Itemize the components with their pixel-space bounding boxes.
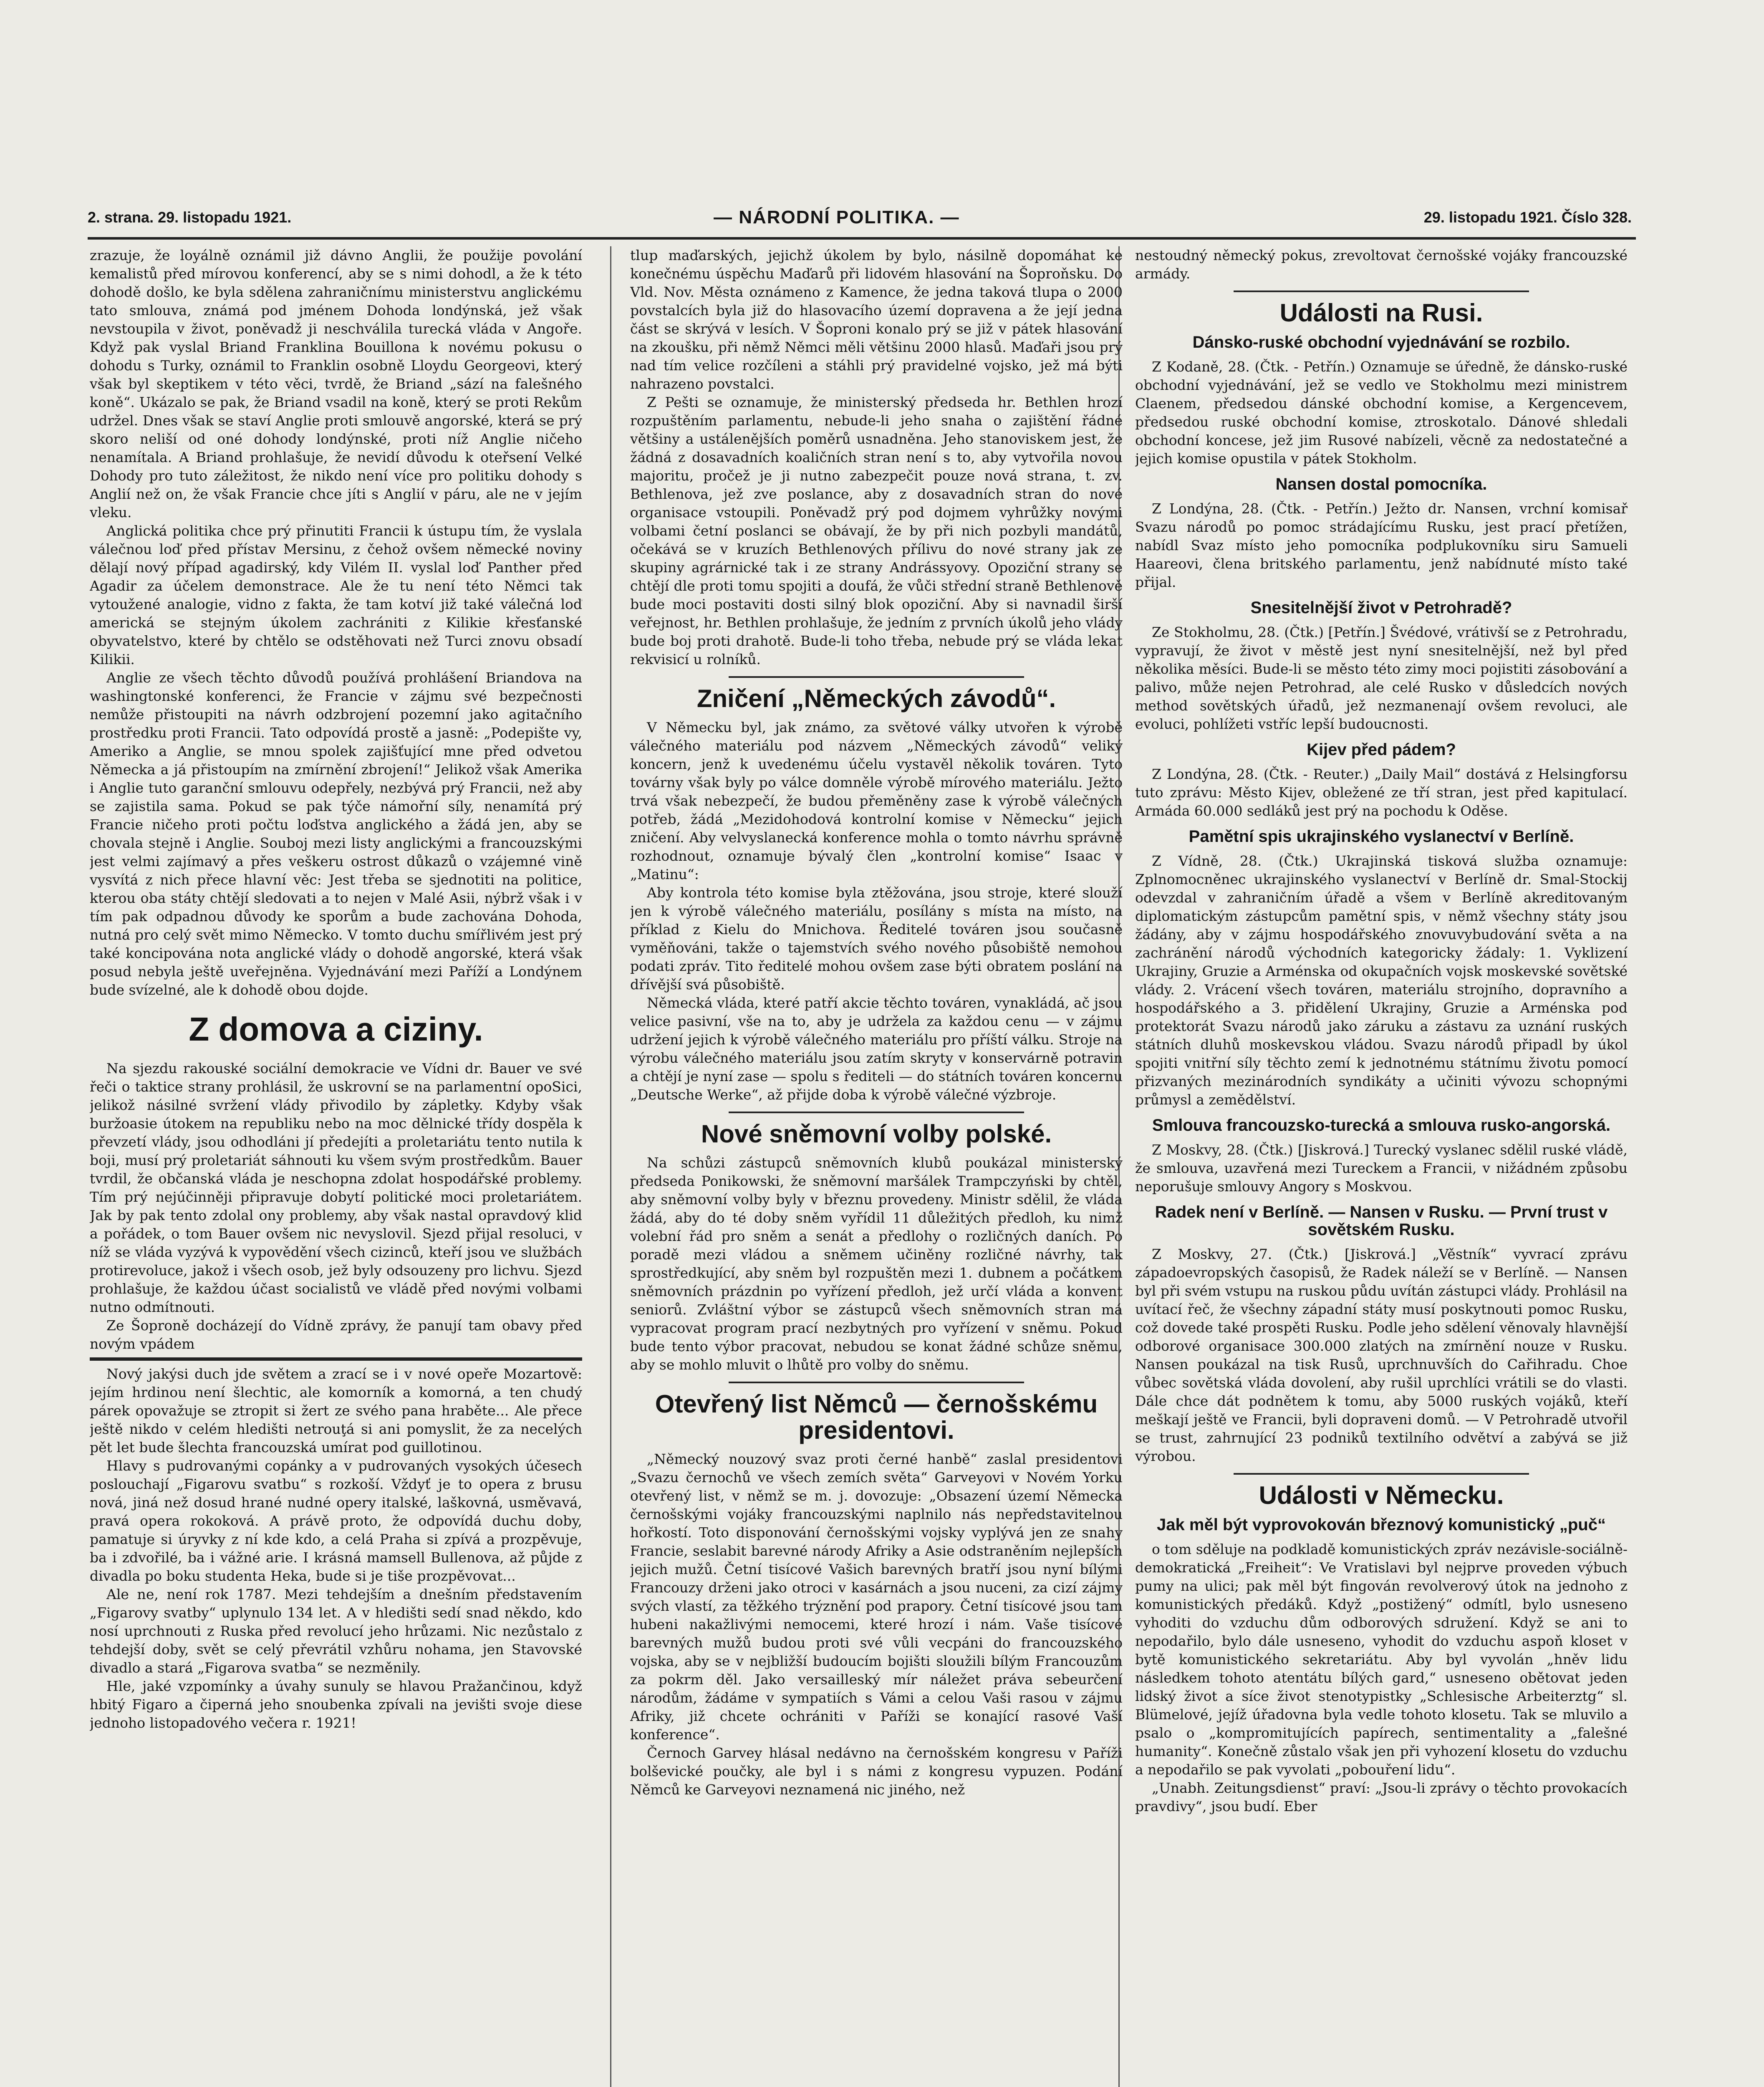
- article-text: „Unabh. Zeitungsdienst“ praví: „Jsou-li zprávy o těchto provokacích pravdivy“, jsou budí. Eber: [1135, 1780, 1628, 1814]
- feuilleton-text: Nový jakýsi duch jde světem a zrací se i v nové opeře Mozartově: jejím hrdinou není šlechtic, ale komorník a komorná, a ten chudý párek opovažuje se ztropit si žert ze svého pana hraběte... Ale přece ještě nikdo v celém hledišti netrouţá si ani pomyslit, že za necelých pět let bude šlechta francouzská umírat pod guillotinou.: [90, 1366, 582, 1455]
- article-text: V Německu byl, jak známo, za světové války utvořen k výrobě válečného materiálu pod názvem „Německých závodů“ veliký koncern, jenž k uvedenému účelu vystavěl několik továren. Tyto továrny však byly po válce domněle výrobě mírového materiálu. Ježto trvá však nebezpečí, že budou přeměněny zase k výrobě válečných potřeb, žádá „Mezidohodová kontrolní komise v Německu“ jejich zničení. Aby velvyslanecká konference mohla o tomto návrhu správně rozhodnout, oznamuje bývalý člen „kontrolní komise“ Isaac v „Matinu“:: [630, 719, 1123, 882]
- article-heading: Snesitelnější život v Petrohradě?: [1250, 599, 1512, 617]
- masthead: — NÁRODNÍ POLITIKA. —: [714, 207, 960, 227]
- article-text: Ze Šoproně docházejí do Vídně zprávy, že panují tam obavy před novým vpádem: [90, 1317, 582, 1352]
- article-heading: Smlouva francouzsko-turecká a smlouva rusko-angorská.: [1152, 1116, 1611, 1134]
- section-heading: Události v Německu.: [1259, 1481, 1504, 1509]
- article-text: Z Moskvy, 28. (Čtk.) [Jiskrová.] Turecký vyslanec sdělil ruské vládě, že smlouva, uzavřená mezi Tureckem a Francii, v nižádném způsobu neporušuje smlouvy Angory s Moskvou.: [1135, 1142, 1628, 1195]
- article-text: Ze Stokholmu, 28. (Čtk.) [Petřín.] Švédové, vrátivší se z Petrohradu, vypravují, že život v městě jest nyní snesitelnější, než byl před několika měsíci. Bude-li se město této zimy moci pojistiti zásobování a palivo, může nejen Petrohrad, ale celé Rusko v důsledcích nových method sovětských úřadů, jež nezmanenají ovšem revoluci, ale evoluci, pohlížeti vstříc lepší budoucnosti.: [1135, 624, 1628, 732]
- divider: [729, 1382, 1024, 1383]
- article-text: Na sjezdu rakouské sociální demokracie ve Vídni dr. Bauer ve své řeči o taktice strany prohlásil, že uskrovní se na parlamentní opoSici, jelikož násilné svržení vlády přivodilo by zápletky. Kdyby však buržoasie útokem na republiku nebo na moc dělnické třídy dospěla k převzetí vlády, jsou odhodláni jí předejíti a proletariátu tento nutila k boji, musí prý proletariát sáhnouti ku všem svým prostředkům. Bauer tvrdil, že občanská vláda je neschopna zdolat hospodářské problemy. Tím prý nejúčinněji připravuje dobytí politické moci proletariátem. Jak by pak tento zdolal ony problemy, aby však nastal opravdový klid a pořádek, o tom Bauer ovšem nic nevyslovil. Sjezd přijal resoluci, v níž se vláda vyzývá k vypovědění všech cizinců, kteří jsou ve službách protirevoluce, jakož i všech osob, jež byly odsouzeny pro lichvu. Sjezd prohlašuje, že každou účast socialistů ve vládě před novými volbami nutno odmítnouti.: [90, 1060, 582, 1315]
- article-text: Z Kodaně, 28. (Čtk. - Petřín.) Oznamuje se úředně, že dánsko-ruské obchodní vyjednávání, jež se vedlo ve Stokholmu mezi ministrem Claenem, předsedou dánské obchodní komise, a Kergencevem, předsedou ruské obchodní komise, ztroskotalo. Dánové shledali obchodní koncese, jež jim Rusové nabízeli, věcně za nedostatečné a jejich komise opustila v pátek Stokholm.: [1135, 359, 1628, 467]
- article-text: „Německý nouzový svaz proti černé hanbě“ zaslal presidentovi „Svazu černochů ve všech zemích světa“ Garveyovi v Novém Yorku otevřený list, v němž se m. j. dovozuje: „Obsazení území Německa černošskými vojáky francouzskými naplnilo nás nepředstavitelnou hořkostí. Toto disponování černošskými vojsky vyplývá jen ze snahy Francie, seslabit barevné národy Afriky a Asie odstraněním nejlepších jejich mužů. Četní tisícové Vašich barevných bratří jsou nyní bílými Francouzy drženi jako otroci v kasárnách a jsou nuceni, za cizí zájmy svých vlastí, za těžkého trýznění pod prapory. Četní tisícové jsou tam hubeni nakažlivými nemocemi, které hrozí i nám. Vaše tisícové barevných mužů budou proti své vůli vecpáni do francouzského vojska, aby se v nejbližší budoucím bojišti sloužili bílým Francouzům za pokrm děl. Jako versailleský mír náležet práva sebeurčení národům, žádáme v sympatiích s Vámi a celou Vaši rasou v zájmu Afriky, již chcete ochrániti v Paříži se konající rasové Vaší konference“.: [630, 1451, 1123, 1743]
- article-text: zrazuje, že loyálně oznámil již dávno Anglii, že použije povolání kemalistů před mírovou konferencí, aby se s nimi dohodl, a že k této dohodě došlo, ke byla sdělena zahraničnímu ministerstvu anglickému tato smlouva, známá pod jménem Dohoda londýnská, jež však nevstoupila v život, poněvadž ji neschválila turecká vláda v Angoře. Když pak vyslal Briand Franklina Bouillona k novému pokusu o dohodu s Turky, oznámil to Franklin osobně Lloydu Georgeovi, který však byl skeptikem v této věci, tvrdě, že Briand „sází na falešného koně“. Ukázalo se pak, že Briand vsadil na koně, který se proti Rekům udržel. Dnes však se staví Anglie proti smlouvě angorské, která se prý skoro neliší od oné dohody londýnské, proti níž Anglie ničeho nenamítala. A Briand prohlašuje, že nevidí důvodu k oteřsení Velké Dohody pro tuto záležitost, že nikdo není více pro politiku dohody s Anglií než on, že však Francie chce jíti s Anglií v páru, ale ne v jejím vleku.: [90, 247, 582, 520]
- article-text: Na schůzi zástupců sněmovních klubů poukázal ministerský předseda Ponikowski, že sněmovní maršálek Trampczyński by chtěl, aby sněmovní volby byly v březnu provedeny. Ministr sdělil, že vláda žádá, aby do té doby sněm vyřídil 11 důležitých předloh, ku nimž volební řád pro sněm a senát a předlohy o rozličných daních. Po poradě mezi vládou a sněmem učiněny rozličné návrhy, tak sprostředkující, aby sněm byl rozpuštěn mezi 1. dubnem a počátkem sněmovních prázdnin po vyřízení předloh, jež určí vláda a konvent seniorů. Zvláštní výbor se zástupců všech sněmovních stran má vypracovat program prací nezbytných pro vyřízení v sněmu. Pokud bude tento výbor pracovat, nebudou se konat žádné schůze sněmu, aby se mohlo mluvit o lhůtě pro volby do sněmu.: [630, 1155, 1123, 1373]
- feuilleton-text: Ale ne, není rok 1787. Mezi tehdejším a dnešním představením „Figarovy svatby“ uplynulo 134 let. A v hledišti sedí snad někdo, kdo nosí uprchnouti z Ruska před revolucí jeho hrůzami. Nic nezůstalo z tehdejší doby, svět se celý převrátil vzhůru nohama, jen Stavovské divadlo a stará „Figarova svatba“ se nezměnily.: [90, 1586, 582, 1676]
- column-divider-1: [610, 246, 611, 2087]
- column-1: [90, 246, 582, 2087]
- article-heading: Zničení „Německých závodů“.: [697, 685, 1056, 713]
- page-header: [88, 205, 1632, 234]
- divider: [1234, 291, 1529, 292]
- article-text: Černoch Garvey hlásal nedávno na černošském kongresu v Paříži bolševické poučky, ale byl i s námi z kongresu vypuzen. Podání Němců ke Garveyovi neznamená nic jiného, než: [630, 1745, 1123, 1798]
- article-text: Aby kontrola této komise byla ztěžována, jsou stroje, které slouží jen k výrobě válečného materiálu, posílány s místa na místo, na příklad z Kielu do Mnichova. Ředitelé továren jsou současně vyměňováni, takže o tajemstvích svého nového působiště nemohou podati zpráv. Tito ředitelé mohou ovšem zase býti obratem poslání na dřívější svá působiště.: [630, 884, 1123, 993]
- article-text: Německá vláda, které patří akcie těchto továren, vynakládá, ač jsou velice pasivní, vše na to, aby je udržela za každou cenu — v zájmu udržení jejich k výrobě válečného materiálu pro příští válku. Stroje na výrobu válečného materiálu jsou zatím skryty v konservárně potravin a chtějí je nyní zase — spolu s řediteli — do státních továren koncernu „Deutsche Werke“, až přijde doba k výrobě válečné výzbroje.: [630, 995, 1123, 1103]
- section-heading: Události na Rusi.: [1279, 299, 1483, 327]
- article-heading: Jak měl být vyprovokován březnový komunistický „puč“: [1157, 1516, 1606, 1534]
- header-rule: [88, 237, 1636, 240]
- divider: [729, 1112, 1024, 1113]
- header-date-left: 2. strana. 29. listopadu 1921.: [88, 209, 292, 226]
- divider: [1234, 1473, 1529, 1475]
- article-text: Anglie ze všech těchto důvodů používá prohlášení Briandova na washingtonské konferenci, že Francie v zájmu své bezpečnosti nemůže přistoupiti na návrh odzbrojení pozemní jako agitačního prostředku proti Francii. Tato odpovídá prostě a jasně: „Podepište vy, Ameriko a Anglie, se mnou spolek zajišťující mne před odvetou Německa a já přistoupím na zmírnění zbrojení!“ Jelikož však Amerika i Anglie tuto garanční smlouvu odepřely, nezbývá prý Francii, než aby se zajistila sama. Pokud se pak týče námořní síly, nenamítá prý Francie ničeho proti počtu loďstva anglického a žádá jen, aby se chovala stejně i Anglie. Souboj mezi listy anglickými a francouzskými jest velmi zajímavý a přes veškeru ostrost důkazů o vzájemné vině vysvítá z nich přece hlavní věc: Jest třeba se sjednotiti na politice, kterou oba státy chtějí sledovati a to nejen v Malé Asii, nýbrž však i v tím pak odpadnou důvody ke sporům a bude zachována Dohoda, nutná pro celý svět mimo Německo. V tomto duchu smířlivém jest prý také koncipována nota anglické vlády o dohodě angorské, která však posud nebyla ještě uveřejněna. Vyjednávání mezi Paříží a Londýnem bude svízelné, ale k dohodě obou dojde.: [90, 670, 582, 998]
- article-heading: Kijev před pádem?: [1307, 740, 1456, 759]
- column-2: [630, 246, 1123, 2087]
- article-text: nestoudný německý pokus, zrevoltovat černošské vojáky francouzské armády.: [1135, 247, 1628, 282]
- feuilleton-text: Hlavy s pudrovanými copánky a v pudrovaných vysokých účesech poslouchají „Figarovu svatbu“ s rozkoší. Vždyť je to opera z brusu nová, jiná než dosud hrané nudné opery italské, laškovná, usměvavá, pravá opera rokoková. A právě proto, že odpovídá duchu doby, pamatuje si úryvky z ní kde kdo, a celá Praha si zpívá a prozpěvuje, ba i zdvořilé, ba i vážné arie. I krásná mamsell Bullenova, až půjde z divadla po boku studenta Heka, bude si je tiše prozpěvovat...: [90, 1458, 582, 1584]
- article-heading: Dánsko-ruské obchodní vyjednávání se rozbilo.: [1192, 333, 1570, 351]
- column-3: [1135, 246, 1628, 2087]
- feuilleton-text: Hle, jaké vzpomínky a úvahy sunuly se hlavou Pražančinou, když hbitý Figaro a čiperná jeho snoubenka zpívali na jevišti svoje diese jednoho listopadového večera r. 1921!: [90, 1678, 582, 1731]
- article-text: Z Vídně, 28. (Čtk.) Ukrajinská tisková služba oznamuje: Zplnomocněnec ukrajinského vyslanectví v Berlíně dr. Smal-Stockij odevzdal v zahraničním úřadě a všem v Berlíně akreditovaným diplomatickým zástupcům pamětní spis, v němž všechny státy jsou žádány, aby v zájmu hospodářského znovuvybudování světa a na zachránění národů východních kategoricky žádaly: 1. Vyklizení Ukrajiny, Gruzie a Arménska od okupačních vojsk moskevské sovětské vlády. 2. Vrácení všech továren, materiálu strojního, dopravního a hospodářského a 3. přidělení Ukrajiny, Gruzie a Arménska pod protektorát Svazu národů jako záruku a zástavu za uznání ruských státních dluhů moskevskou vládou. Svazu národů připadl by úkol spojiti vnitřní síly těchto zemí k jednotnému státnímu životu pomocí přizvaných mezinárodních syndikáty a učiniti vývozu schopnými průmysl a zemědělství.: [1135, 853, 1628, 1108]
- article-text: o tom sděluje na podkladě komunistických zpráv nezávisle-sociálně-demokratická „Freiheit“: Ve Vratislavi byl nejprve proveden výbuch pumy na ulici; pak měl být fingován revolverový útok na jednoho z komunistických předáků. Když „postižený“ odmítl, bylo usneseno vyhoditi do vzduchu dům odborových sdružení. Když se ani to nepodařilo, bylo dále usneseno, vyhodit do vzduchu aspoň kloset v bytě komunistického sekretariátu. Aby byl vyvolán „hněv lidu následkem tohoto atentátu bílých gard,“ usneseno obětovat jeden lidský život a síce život stenotypistky „Schlesische Arbeiterztg“ sl. Blümelové, jejíž úřadovna byla vedle tohoto klosetu. Tak se mluvilo a psalo o „kompromitujících papírech, sentimentality a „falešné humanity“. Konečně zůstalo však jen při vyhození klosetu do vzduchu a nepodařilo se pak vyvolati „pobouření lidu“.: [1135, 1541, 1628, 1778]
- article-text: Z Londýna, 28. (Čtk. - Petřín.) Ježto dr. Nansen, vrchní komisař Svazu národů po pomoc strádajícímu Rusku, jest prací přetížen, nabídl Svaz místo jeho pomocníka podplukovníku siru Samueli Haareovi, člena britského parlamentu, jenž nabídnuté místo také přijal.: [1135, 500, 1628, 590]
- article-heading: Radek není v Berlíně. — Nansen v Rusku. — První trust v sovětském Rusku.: [1155, 1203, 1608, 1239]
- feuilleton-rule: [90, 1357, 582, 1361]
- article-text: Z Moskvy, 27. (Čtk.) [Jiskrová.] „Věstník“ vyvrací zprávu západoevropských časopisů, že Radek náleží se v Berlíně. — Nansen byl při svém vstupu na ruskou půdu uvítán zástupci vlády. Prohlásil na uvítací řeč, že všechny západní státy musí poskytnouti pomoc Rusku, což dovede také prospěti Rusku. Podle jeho sdělení věnovaly hlavnější odborové organisace 300.000 zlatých na zmírnění nouze v Rusku. Nansen poukázal na tisk Rusů, uprchnuvších do Cařihradu. Choe vůbec sovětská vláda dovolení, aby rušil uprchlíci vrátili se do vlasti. Dále chce dát podnětem k tomu, aby 5000 ruských vojáků, kteří meškají ještě ve Francii, byli dopraveni domů. — V Petrohradě utvořil se trust, zahrnující 23 podniků textilního odvětví a zabývá se již výrobou.: [1135, 1246, 1628, 1464]
- article-heading: Nové sněmovní volby polské.: [701, 1120, 1052, 1148]
- article-text: Z Londýna, 28. (Čtk. - Reuter.) „Daily Mail“ dostává z Helsingforsu tuto zprávu: Město Kijev, obležené ze tří stran, jest před kapitulací. Armáda 60.000 sedláků jest prý na pochodu k Oděse.: [1135, 766, 1628, 819]
- divider: [729, 676, 1024, 678]
- article-text: Anglická politika chce prý přinutiti Francii k ústupu tím, že vyslala válečnou loď před přístav Mersinu, z čehož ovšem německé noviny dělají nový případ agadirský, kdy Vilém II. vyslal loď Panther před Agadir za účelem demonstrace. Ale že tu není této Němci tak vytoužené analogie, vidno z fakta, že tam kotví již také válečná loď americká se stejným úkolem zachrániti z Kilikie křesťanské obyvatelstvo, které by chtělo se odstěhovati než Turci znovu obsadí Kilikii.: [90, 523, 582, 667]
- article-heading: Pamětní spis ukrajinského vyslanectví v Berlíně.: [1189, 827, 1574, 846]
- article-heading: Otevřený list Němců — černošskému presidentovi.: [655, 1390, 1098, 1444]
- article-text: tlup maďarských, jejichž úkolem by bylo, násilně dopomáhat ke konečnému úspěchu Maďarů při lidovém hlasování na Šoproňsku. Do Vld. Nov. Města oznámeno z Kamence, že jedna taková tlupa o 2000 povstalcích byla již do hlasovacího území dopravena a že její jedna část se skrývá v lesích. V Šoproni konalo prý se již v pátek hlasování na zkoušku, při němž Němci měli většinu 2000 hlasů. Maďaři jsou prý nad tím velice rozčíleni a stáhli prý pravidelné vojsko, jež má býti nahrazeno povstalci.: [630, 247, 1123, 392]
- header-date-right: 29. listopadu 1921. Číslo 328.: [1423, 209, 1632, 226]
- section-heading: Z domova a ciziny.: [189, 1011, 483, 1048]
- article-heading: Nansen dostal pomocníka.: [1275, 475, 1487, 493]
- article-text: Z Pešti se oznamuje, že ministerský předseda hr. Bethlen hrozí rozpuštěním parlamentu, nebude-li jeho snaha o zajištění řádné většiny a ustálenějších poměrů usnadněna. Jeho stanoviskem jest, že žádná z dosavadních koaličních stran není s to, aby vytvořila novou majoritu, pročež je ji nutno zabezpečit pouze nová strana, t. zv. Bethlenova, jež zve poslance, aby z dosavadních stran do nové organisace vstoupili. Poněvadž prý pod dojmem vyhrůžky novými volbami četní poslanci se obávají, že by při nich pozbyli mandátů, očekává se v kruzích Bethlenových přílivu do nové strany jak ze skupiny agrárnické tak i ze strany Andrássyovy. Opoziční strany se chtějí dle proti tomu spojiti a doufá, že vůči střední straně Bethlenově bude moci postaviti dosti silný blok opoziční. Aby si navnadil širší veřejnost, hr. Bethlen prohlašuje, že jedním z prvních úkolů jeho vlády bude boj proti drahotě. Bude-li toho třeba, nebude prý se vláda lekat rekvisicí u rolníků.: [630, 394, 1123, 667]
